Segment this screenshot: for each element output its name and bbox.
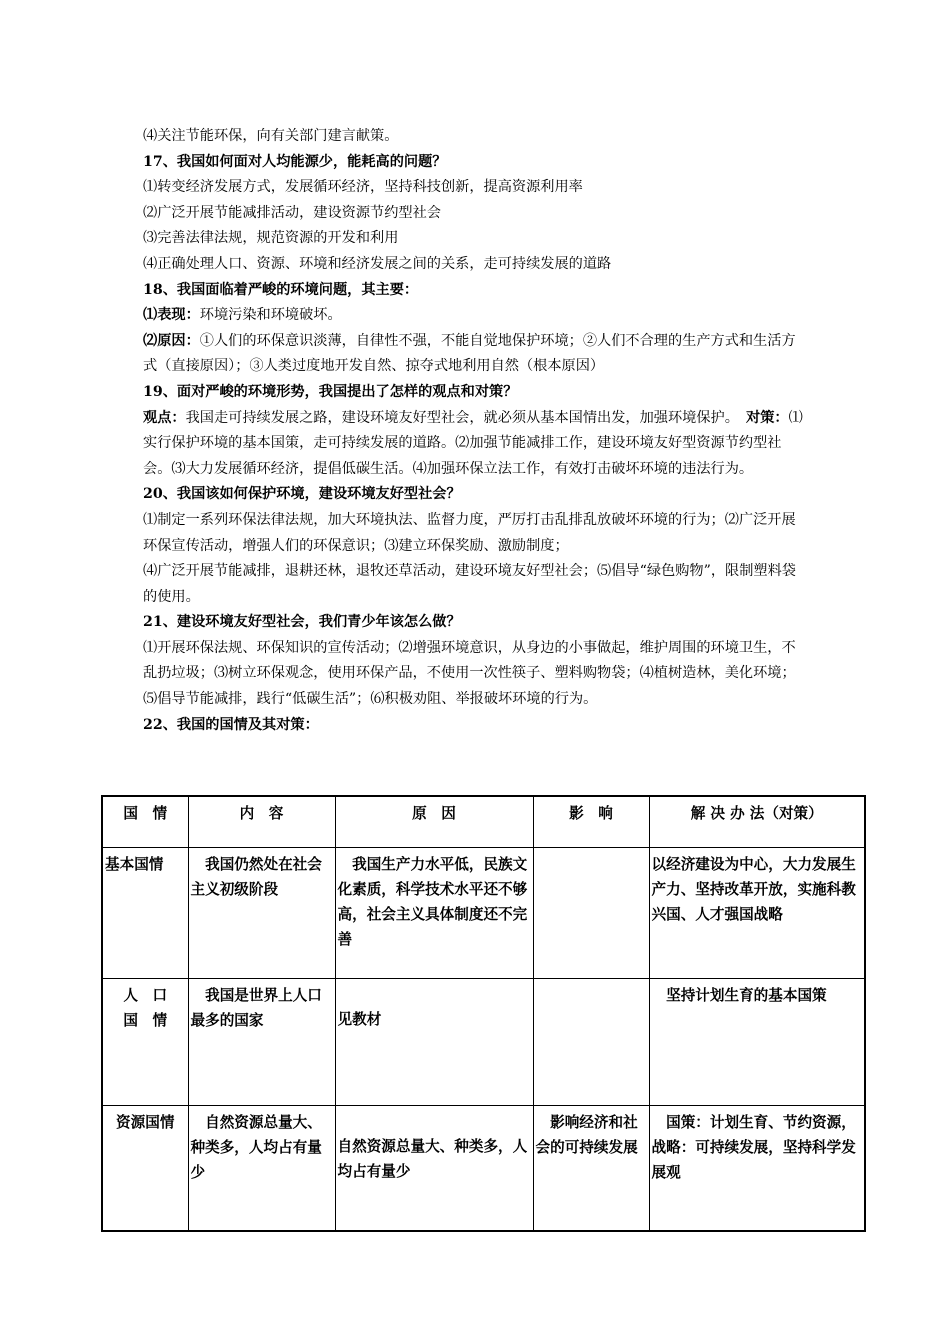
q19-measure-text: ⑴实行保护环境的基本国策，走可持续发展的道路。⑵加强节能减排工作，建设环境友好型资源节约型社会。⑶大力发展循环经济，提倡低碳生活。⑷加强环保立法工作，有效打击破坏环境的违法行为。 bbox=[143, 409, 803, 477]
header-impact: 影 响 bbox=[533, 796, 649, 848]
cell-impact bbox=[533, 848, 649, 979]
q18-performance-text: 环境污染和环境破坏。 bbox=[199, 307, 342, 324]
question-17-title: 17、我国如何面对人均能源少，能耗高的问题？ bbox=[143, 153, 447, 170]
header-cause: 原 因 bbox=[335, 796, 533, 848]
header-condition: 国 情 bbox=[102, 796, 188, 848]
cell-cause: 见教材 bbox=[335, 979, 533, 1106]
question-20-title: 20、我国该如何保护环境，建设环境友好型社会？ bbox=[143, 486, 461, 503]
q20-paragraph-2: ⑷广泛开展节能减排，退耕还林，退牧还草活动，建设环境友好型社会；⑸倡导“绿色购物”，限制塑料袋的使用。 bbox=[143, 563, 796, 605]
table-row bbox=[102, 979, 865, 1106]
text-line: ⑷正确处理人口、资源、环境和经济发展之间的关系，走可持续发展的道路 bbox=[143, 255, 612, 272]
cell-impact: 影响经济和社会的可持续发展 bbox=[533, 1106, 649, 1232]
table-row bbox=[102, 848, 865, 979]
header-content: 内 容 bbox=[188, 796, 335, 848]
q18-reason-text: ①人们的环保意识淡薄，自律性不强，不能自觉地保护环境；②人们不合理的生产方式和生活方式（直接原因）；③人类过度地开发自然、掠夺式地利用自然（根本原因） bbox=[143, 332, 796, 375]
cell-content: 我国仍然处在社会主义初级阶段 bbox=[188, 848, 335, 979]
q19-view-label: 观点： bbox=[143, 409, 186, 426]
cell-name: 基本国情 bbox=[102, 848, 188, 979]
cell-name: 资源国情 bbox=[102, 1106, 188, 1232]
text-line: ⑷关注节能环保，向有关部门建言献策。 bbox=[143, 128, 399, 144]
q19-measure-label: 对策： bbox=[746, 409, 789, 426]
table-header-row bbox=[102, 796, 865, 848]
document-body bbox=[143, 124, 808, 738]
q19-answer bbox=[143, 406, 808, 483]
cell-solution: 坚持计划生育的基本国策 bbox=[649, 979, 865, 1106]
text-line: ⑶完善法律法规，规范资源的开发和利用 bbox=[143, 230, 399, 247]
text-line: ⑵广泛开展节能减排活动，建设资源节约型社会 bbox=[143, 204, 441, 221]
national-conditions-table bbox=[101, 795, 866, 1232]
text-line: ⑴转变经济发展方式，发展循环经济，坚持科技创新，提高资源利用率 bbox=[143, 179, 583, 196]
question-22-title: 22、我国的国情及其对策： bbox=[143, 716, 319, 733]
q21-paragraph: ⑴开展环保法规、环保知识的宣传活动；⑵增强环境意识，从身边的小事做起，维护周围的环境卫生，不乱扔垃圾；⑶树立环保观念，使用环保产品，不使用一次性筷子、塑料购物袋；⑷植树造林，美化环境；⑸倡导节能减排，践行“低碳生活”；⑹积极劝阻、举报破坏环境的行为。 bbox=[143, 639, 796, 708]
q18-performance-label: ⑴表现： bbox=[143, 307, 200, 324]
header-solution: 解 决 办 法（对策） bbox=[649, 796, 865, 848]
q18-performance bbox=[143, 303, 808, 329]
question-19-title: 19、面对严峻的环境形势，我国提出了怎样的观点和对策？ bbox=[143, 383, 518, 400]
question-21-title: 21、建设环境友好型社会，我们青少年该怎么做？ bbox=[143, 614, 461, 631]
cell-content: 我国是世界上人口最多的国家 bbox=[188, 979, 335, 1106]
cell-name: 人 口 国 情 bbox=[102, 979, 188, 1106]
q20-paragraph-1: ⑴制定一系列环保法律法规，加大环境执法、监督力度，严厉打击乱排乱放破坏环境的行为；⑵广泛开展环保宣传活动，增强人们的环保意识；⑶建立环保奖励、激励制度； bbox=[143, 511, 796, 554]
cell-cause: 自然资源总量大、种类多，人均占有量少 bbox=[335, 1106, 533, 1232]
table-row bbox=[102, 1106, 865, 1232]
cell-content: 自然资源总量大、种类多，人均占有量少 bbox=[188, 1106, 335, 1232]
cell-impact bbox=[533, 979, 649, 1106]
cell-cause: 我国生产力水平低，民族文化素质，科学技术水平还不够高，社会主义具体制度还不完善 bbox=[335, 848, 533, 979]
q18-reason-label: ⑵原因： bbox=[143, 332, 200, 349]
cell-solution: 国策：计划生育、节约资源，战略：可持续发展，坚持科学发展观 bbox=[649, 1106, 865, 1232]
question-18-title: 18、我国面临着严峻的环境问题，其主要： bbox=[143, 281, 419, 298]
q18-reason bbox=[143, 329, 808, 380]
cell-solution: 以经济建设为中心，大力发展生产力、坚持改革开放，实施科教兴国、人才强国战略 bbox=[649, 848, 865, 979]
q19-view-text: 我国走可持续发展之路，建设环境友好型社会，就必须从基本国情出发，加强环境保护。 bbox=[185, 409, 732, 426]
